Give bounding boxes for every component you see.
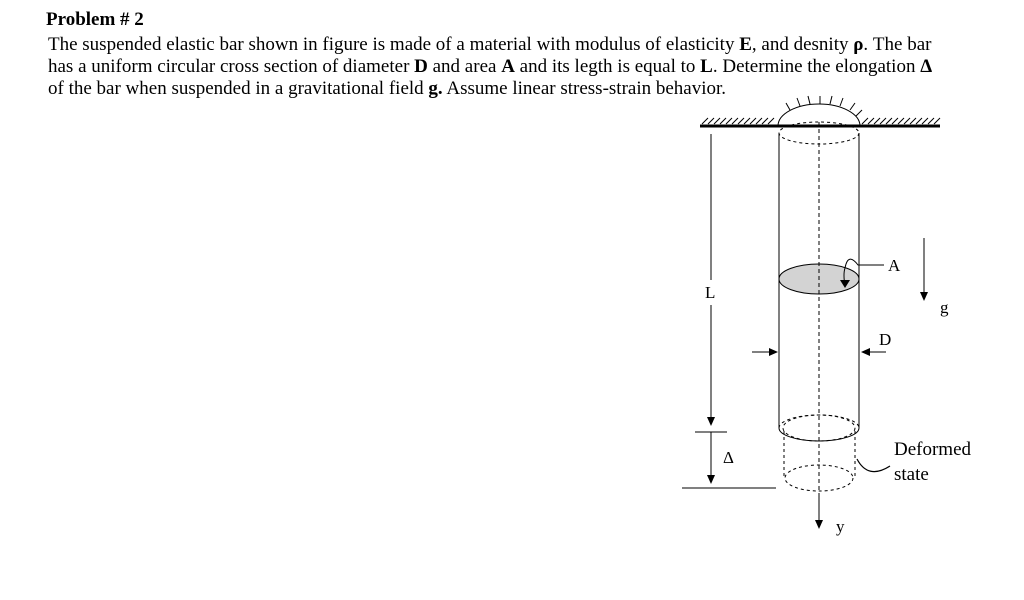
statement-text: and area [427,56,502,77]
symbol-E: E [739,34,752,55]
label-state: state [894,464,929,485]
problem-title: Problem # 2 [46,9,144,30]
label-deformed: Deformed [894,439,972,460]
label-L: L [705,283,716,302]
statement-text: Assume linear stress-strain behavior. [442,78,727,99]
statement-text: and its legth is equal to [514,56,701,77]
symbol-delta: Δ [920,56,933,77]
statement-text: . Determine the elongation [712,56,921,77]
symbol-L: L [700,56,713,77]
ceiling-support [700,96,940,126]
statement-text: of the bar when suspended in a gravitational field [48,78,429,99]
label-A: A [888,256,901,275]
symbol-rho: ρ [853,34,864,55]
statement-text: . The bar [863,34,932,55]
symbol-g: g. [428,78,443,99]
symbol-D: D [414,56,428,77]
label-g: g [940,298,949,317]
statement-text: , and desnity [751,34,854,55]
statement-text: has a uniform circular cross section of diameter [48,56,415,77]
deformed-pointer [857,459,890,472]
symbol-A: A [501,56,515,77]
label-D: D [879,330,892,349]
label-delta: Δ [723,448,734,467]
statement-text: The suspended elastic bar shown in figure is made of a material with modulus of elasticity [48,34,740,55]
label-y: y [836,517,845,536]
